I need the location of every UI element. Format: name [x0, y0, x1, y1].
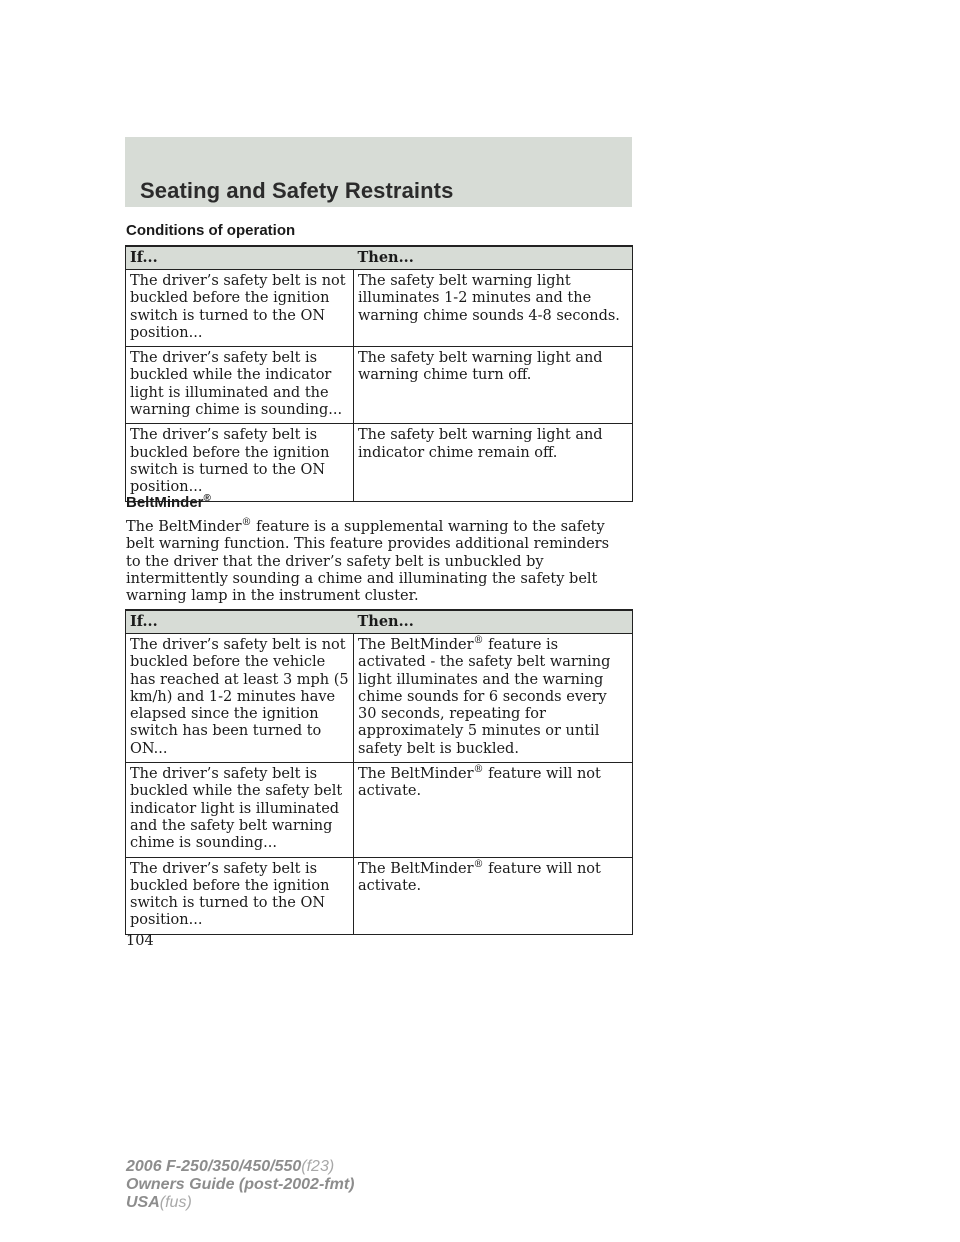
result-start: The BeltMinder: [358, 766, 474, 783]
table-row: [126, 763, 633, 857]
column-header-then: Then...: [354, 246, 633, 270]
table-row: [126, 270, 633, 347]
result-rest: feature will not activate.: [358, 766, 601, 800]
footer-model-code: (f23): [301, 1158, 335, 1175]
result-start: The BeltMinder: [358, 637, 474, 653]
description-start: The BeltMinder: [126, 519, 242, 535]
result-cell: The safety belt warning light and warning chime turn off.: [354, 347, 633, 424]
result-cell: [354, 634, 633, 763]
beltminder-heading-text: BeltMinder: [126, 494, 204, 511]
condition-cell: The driver’s safety belt is buckled while the indicator light is illuminated and the warning chime is sounding...: [126, 347, 354, 424]
registered-mark: ®: [241, 517, 252, 529]
table-row: [126, 424, 633, 501]
conditions-table: [125, 245, 633, 502]
beltminder-table: [125, 609, 633, 935]
condition-cell: The driver’s safety belt is buckled before the ignition switch is turned to the ON position...: [126, 857, 354, 934]
beltminder-heading: [126, 494, 211, 511]
condition-cell: The driver’s safety belt is buckled while the safety belt indicator light is illuminated and the safety belt warning chime is sounding...: [126, 763, 354, 857]
table-row: [126, 347, 633, 424]
registered-mark: ®: [473, 635, 484, 647]
column-header-then: Then...: [354, 610, 633, 634]
result-cell: [354, 857, 633, 934]
footer-market: USA: [126, 1194, 160, 1211]
conditions-heading: Conditions of operation: [126, 222, 296, 239]
footer-market-code: (fus): [159, 1194, 192, 1211]
column-header-if: If...: [126, 610, 354, 634]
column-header-if: If...: [126, 246, 354, 270]
document-footer: [126, 1158, 354, 1212]
result-start: The BeltMinder: [358, 860, 474, 877]
table-row: [126, 634, 633, 763]
result-cell: [354, 763, 633, 857]
table-header-row: [126, 246, 633, 270]
page-number: 104: [126, 933, 154, 949]
registered-mark: ®: [473, 858, 484, 870]
registered-mark: ®: [203, 493, 211, 504]
condition-cell: The driver’s safety belt is buckled before the ignition switch is turned to the ON position...: [126, 424, 354, 501]
description-rest: feature is a supplemental warning to the safety belt warning function. This feature provides additional reminders to the driver that the driver’s safety belt is unbuckled by intermittently sounding a chime and illuminating the safety belt warning lamp in the instrument cluster.: [126, 519, 610, 605]
result-cell: The safety belt warning light illuminates 1-2 minutes and the warning chime sounds 4-8 seconds.: [354, 270, 633, 347]
footer-model: 2006 F-250/350/450/550: [126, 1158, 302, 1175]
result-rest: feature will not activate.: [358, 860, 601, 894]
registered-mark: ®: [473, 764, 484, 776]
result-rest: feature is activated - the safety belt warning light illuminates and the warning chime sounds for 6 seconds every 30 seconds, repeating for approximately 5 minutes or until safety belt is buckled.: [358, 637, 611, 757]
result-cell: The safety belt warning light and indicator chime remain off.: [354, 424, 633, 501]
condition-cell: The driver’s safety belt is not buckled before the ignition switch is turned to the ON position...: [126, 270, 354, 347]
footer-guide: Owners Guide (post-2002-fmt): [126, 1176, 355, 1193]
table-header-row: [126, 610, 633, 634]
condition-cell: The driver’s safety belt is not buckled before the vehicle has reached at least 3 mph (5 km/h) and 1-2 minutes have elapsed since the ignition switch has been turned to ON...: [126, 634, 354, 763]
table-row: [126, 857, 633, 934]
beltminder-description: [126, 519, 626, 605]
page-title: Seating and Safety Restraints: [140, 178, 454, 203]
